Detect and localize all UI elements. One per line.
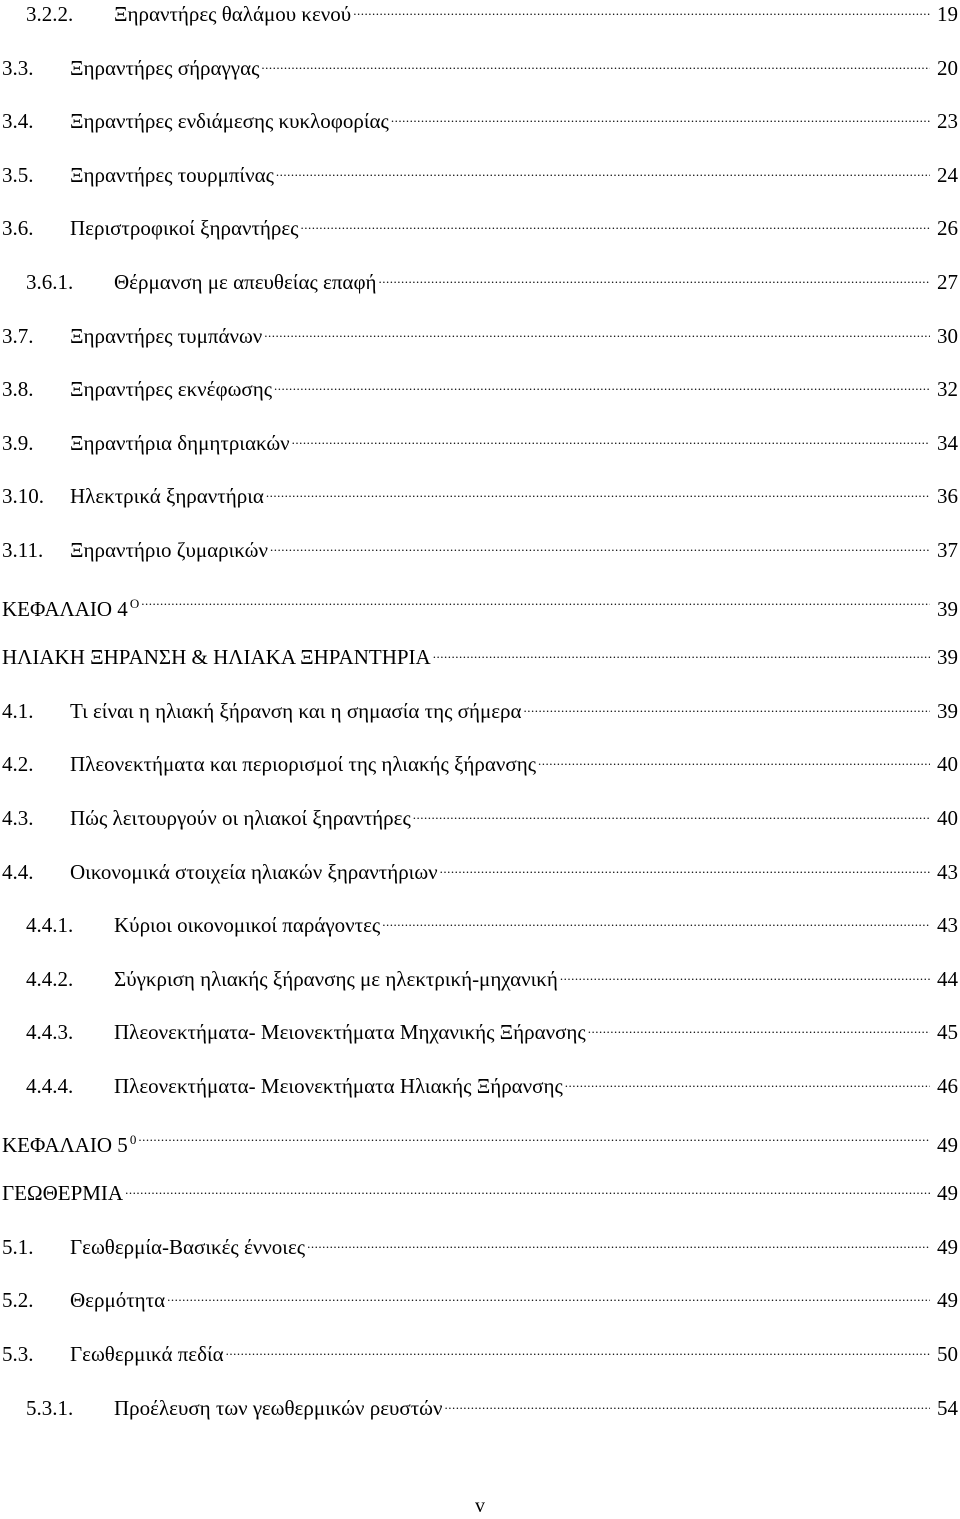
toc-entry[interactable]: [26, 1393, 958, 1423]
toc-entry-page: 39: [937, 645, 958, 669]
toc-entry-number: 5.1.: [2, 1235, 34, 1259]
toc-dot-leader: [270, 548, 930, 562]
toc-entry[interactable]: [2, 428, 958, 458]
toc-dot-leader: [538, 762, 930, 776]
toc-entry-title: Ξηραντήρες τουρμπίνας: [70, 163, 274, 187]
toc-entry[interactable]: [2, 749, 958, 779]
toc-entry-page: 27: [937, 270, 958, 294]
toc-entry-title: Πλεονεκτήματα- Μειονεκτήματα Μηχανικής Ξήρανσης: [114, 1020, 586, 1044]
toc-dot-leader: [226, 1352, 930, 1366]
toc-dot-leader: [264, 334, 930, 348]
toc-entry-page: 50: [937, 1342, 958, 1366]
toc-entry-number: 3.6.: [2, 216, 34, 240]
toc-entry-superscript: 0: [129, 1132, 137, 1147]
toc-entry[interactable]: [2, 696, 958, 726]
toc-entry-page: 20: [937, 56, 958, 80]
toc-entry-page: 40: [937, 806, 958, 830]
toc-entry-title: Ξηραντήρες τυμπάνων: [70, 324, 263, 348]
toc-dot-leader: [261, 66, 930, 80]
toc-entry-page: 19: [937, 2, 958, 26]
toc-entry[interactable]: [2, 642, 958, 672]
toc-entry-title: Περιστροφικοί ξηραντήρες: [70, 216, 299, 240]
toc-dot-leader: [138, 1138, 930, 1152]
toc-entry-title: Θερμότητα: [70, 1288, 166, 1312]
toc-dot-leader: [440, 870, 930, 884]
toc-entry-number: 3.4.: [2, 109, 34, 133]
toc-entry[interactable]: [26, 1017, 958, 1047]
toc-entry-title: Ξηραντήρες ενδιάμεσης κυκλοφορίας: [70, 109, 389, 133]
toc-entry-title: Οικονομικά στοιχεία ηλιακών ξηραντήριων: [70, 860, 438, 884]
toc-entry[interactable]: [26, 964, 958, 994]
toc-entry[interactable]: [2, 1339, 958, 1369]
toc-entry-page: 36: [937, 484, 958, 508]
toc-entry-title: Πλεονεκτήματα- Μειονεκτήματα Ηλιακής Ξήρανσης: [114, 1074, 563, 1098]
toc-entry-number: 3.7.: [2, 324, 34, 348]
toc-entry[interactable]: [26, 0, 958, 29]
toc-entry-title: Ξηραντήρια δημητριακών: [70, 431, 290, 455]
toc-entry-title: Τι είναι η ηλιακή ξήρανση και η σημασία της σήμερα: [70, 699, 522, 723]
toc-entry-number: 4.4.2.: [26, 967, 74, 991]
toc-entry[interactable]: [2, 1178, 958, 1208]
toc-entry-title: ΚΕΦΑΛΑΙΟ 4 $^O$: [2, 596, 140, 621]
toc-entry[interactable]: [26, 910, 958, 940]
toc-dot-leader: [444, 1406, 930, 1420]
toc-entry-number: 3.10.: [2, 484, 44, 508]
toc-dot-leader: [307, 1245, 930, 1259]
toc-entry[interactable]: [2, 374, 958, 404]
toc-entry[interactable]: [26, 267, 958, 297]
toc-dot-leader: [391, 119, 930, 133]
toc-entry[interactable]: [2, 160, 958, 190]
toc-entry-number: 3.6.1.: [26, 270, 74, 294]
toc-entry-page: 49: [937, 1235, 958, 1259]
toc-entry-page: 46: [937, 1074, 958, 1098]
toc-entry-title: Πώς λειτουργούν οι ηλιακοί ξηραντήρες: [70, 806, 411, 830]
toc-entry[interactable]: [2, 213, 958, 243]
toc-entry[interactable]: [2, 535, 958, 565]
toc-entry-page: 24: [937, 163, 958, 187]
toc-entry-title: ΗΛΙΑΚΗ ΞΗΡΑΝΣΗ & ΗΛΙΑΚΑ ΞΗΡΑΝΤΗΡΙΑ: [2, 645, 431, 669]
toc-entry[interactable]: [2, 106, 958, 136]
toc-entry-number: 3.5.: [2, 163, 34, 187]
toc-dot-leader: [125, 1191, 930, 1205]
toc-dot-leader: [413, 816, 930, 830]
toc-entry-page: 43: [937, 913, 958, 937]
toc-entry-number: 5.3.: [2, 1342, 34, 1366]
toc-entry-number: 5.2.: [2, 1288, 34, 1312]
toc-entry-number: 3.11.: [2, 538, 44, 562]
toc-entry[interactable]: [2, 857, 958, 887]
toc-dot-leader: [301, 226, 931, 240]
toc-entry-number: 3.3.: [2, 56, 34, 80]
toc-entry-number: 4.2.: [2, 752, 34, 776]
toc-entry-title: ΓΕΩΘΕΡΜΙΑ: [2, 1181, 124, 1205]
toc-entry-number: 4.4.: [2, 860, 34, 884]
toc-dot-leader: [565, 1084, 930, 1098]
toc-entry[interactable]: [2, 803, 958, 833]
toc-dot-leader: [276, 173, 930, 187]
toc-dot-leader: [524, 709, 931, 723]
toc-dot-leader: [266, 494, 930, 508]
toc-entry[interactable]: [26, 1071, 958, 1101]
toc-entry-page: 39: [937, 699, 958, 723]
toc-entry-title: Γεωθερμία-Βασικές έννοιες: [70, 1235, 306, 1259]
toc-entry[interactable]: [2, 1125, 958, 1155]
toc-entry-page: 32: [937, 377, 958, 401]
toc-entry-number: 3.9.: [2, 431, 34, 455]
toc-entry-number: 4.4.1.: [26, 913, 74, 937]
toc-entry-page: 37: [937, 538, 958, 562]
page-number-footer: v: [475, 1495, 485, 1517]
toc-entry[interactable]: [2, 1285, 958, 1315]
toc-entry[interactable]: [2, 1232, 958, 1262]
toc-entry-page: 40: [937, 752, 958, 776]
toc-entry-title: Κύριοι οικονομικοί παράγοντες: [114, 913, 381, 937]
toc-dot-leader: [274, 387, 930, 401]
toc-entry-page: 49: [937, 1288, 958, 1312]
toc-entry-page: 44: [937, 967, 958, 991]
toc-entry-number: 4.3.: [2, 806, 34, 830]
toc-entry-number: 3.8.: [2, 377, 34, 401]
toc-entry-number: 4.4.4.: [26, 1074, 74, 1098]
toc-entry-page: 34: [937, 431, 958, 455]
toc-entry-title: Ξηραντήρες θαλάμου κενού: [114, 2, 352, 26]
toc-dot-leader: [433, 655, 930, 669]
toc-dot-leader: [292, 441, 930, 455]
toc-entry-page: 54: [937, 1396, 958, 1420]
toc-dot-leader: [167, 1298, 930, 1312]
toc-entry-title: Θέρμανση με απευθείας επαφή: [114, 270, 377, 294]
toc-entry-title: Ξηραντήρες σήραγγας: [70, 56, 260, 80]
toc-entry-number: 4.1.: [2, 699, 34, 723]
toc-entry-number: 3.2.2.: [26, 2, 74, 26]
toc-entry-page: 23: [937, 109, 958, 133]
toc-entry-title: Σύγκριση ηλιακής ξήρανσης με ηλεκτρική-μηχανική: [114, 967, 558, 991]
toc-dot-leader: [382, 923, 930, 937]
toc-entry[interactable]: [2, 321, 958, 351]
toc-entry-title: Ξηραντήρες εκνέφωσης: [70, 377, 273, 401]
toc-dot-leader: [141, 602, 930, 616]
toc-entry-title: Ξηραντήριο ζυμαρικών: [70, 538, 268, 562]
toc-entry-title: Πλεονεκτήματα και περιορισμοί της ηλιακής ξήρανσης: [70, 752, 537, 776]
toc-entry-page: 26: [937, 216, 958, 240]
toc-entry-title: Γεωθερμικά πεδία: [70, 1342, 224, 1366]
toc-entry[interactable]: [2, 481, 958, 511]
toc-entry-superscript: Ο: [129, 596, 140, 611]
toc-entry-page: 39: [937, 597, 958, 621]
toc-entry-title: ΚΕΦΑΛΑΙΟ 5 $^0$: [2, 1132, 137, 1157]
toc-entry-number: 4.4.3.: [26, 1020, 74, 1044]
toc-dot-leader: [560, 977, 930, 991]
toc-entry[interactable]: [2, 53, 958, 83]
toc-entry-title: Προέλευση των γεωθερμικών ρευστών: [114, 1396, 443, 1420]
toc-entry-title: Ηλεκτρικά ξηραντήρια: [70, 484, 264, 508]
toc-dot-leader: [353, 12, 930, 26]
toc-entry-page: 49: [937, 1181, 958, 1205]
toc-dot-leader: [588, 1030, 930, 1044]
toc-dot-leader: [379, 280, 930, 294]
toc-entry[interactable]: [2, 589, 958, 619]
toc-entry-page: 49: [937, 1133, 958, 1157]
toc-entry-page: 43: [937, 860, 958, 884]
toc-entry-page: 30: [937, 324, 958, 348]
toc-entry-page: 45: [937, 1020, 958, 1044]
toc-entry-number: 5.3.1.: [26, 1396, 74, 1420]
